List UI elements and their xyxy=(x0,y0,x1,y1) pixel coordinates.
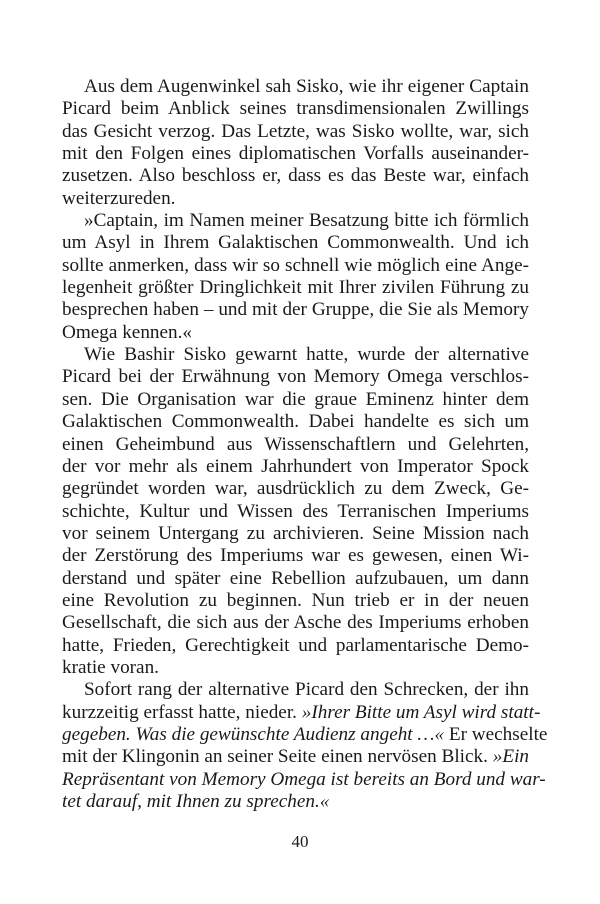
text-line xyxy=(62,277,529,299)
text-segment: um Asyl in Ihrem Galaktischen Commonwealth. Und ich xyxy=(62,232,529,254)
text-segment: Picard bei der Erwähnung von Memory Omega verschlos- xyxy=(62,366,529,388)
text-segment: das Gesicht verzog. Das Letzte, was Sisko wollte, war, sich xyxy=(62,120,529,142)
text-line xyxy=(62,501,529,523)
text-line xyxy=(62,612,529,634)
italic-speech: Repräsentant von Memory Omega ist bereits an Bord und war- xyxy=(62,768,546,790)
text-segment: der Zerstörung des Imperiums war es gewesen, einen Wi- xyxy=(62,545,529,567)
text-line xyxy=(62,76,529,98)
text-segment: vor seinem Untergang zu archivieren. Seine Mission nach xyxy=(62,522,529,544)
text-segment: einen Geheimbund aus Wissenschaftlern und Gelehrten, xyxy=(62,433,529,455)
text-line xyxy=(62,679,529,701)
page-number: 40 xyxy=(291,832,309,851)
text-segment: legenheit größter Dringlichkeit mit Ihrer zivilen Führung zu xyxy=(62,277,529,299)
text-line xyxy=(62,299,529,321)
text-segment: besprechen haben – und mit der Gruppe, die Sie als Memory xyxy=(62,299,529,321)
text-segment: zusetzen. Also beschloss er, dass es das Beste war, einfach xyxy=(62,165,529,187)
text-segment: derstand und später eine Rebellion aufzubauen, um dann xyxy=(62,567,529,589)
paragraph xyxy=(62,344,529,679)
text-line xyxy=(62,366,529,388)
text-segment: Wie Bashir Sisko gewarnt hatte, wurde der alternative xyxy=(84,344,529,366)
text-line xyxy=(62,523,529,545)
text-line xyxy=(62,188,529,210)
text-segment: gegründet worden war, ausdrücklich zu dem Zweck, Ge- xyxy=(62,478,529,500)
text-line xyxy=(62,701,541,724)
text-line xyxy=(62,478,529,500)
italic-speech: tet darauf, mit Ihnen zu sprechen.« xyxy=(62,791,330,812)
text-line xyxy=(62,210,529,232)
text-line xyxy=(62,255,529,277)
text-segment: Gesellschaft, die sich aus der Asche des Imperiums erhoben xyxy=(62,612,529,634)
text-segment: kurzzeitig erfasst hatte, nieder. xyxy=(62,701,302,723)
text-line xyxy=(62,121,529,143)
text-segment: hatte, Frieden, Gerechtigkeit und parlamentarische Demo- xyxy=(62,634,529,656)
text-segment: weiterzureden. xyxy=(62,187,176,209)
text-line xyxy=(62,389,529,411)
text-segment: eine Revolution zu beginnen. Nun trieb er in der neuen xyxy=(62,589,529,611)
text-segment: sollte anmerken, dass wir so schnell wie möglich eine Ange- xyxy=(62,254,529,276)
italic-speech: gegeben. Was die gewünschte Audienz angeht …« xyxy=(62,723,449,745)
text-segment: kratie voran. xyxy=(62,656,159,678)
text-segment: Picard beim Anblick seines transdimensionalen Zwillings xyxy=(62,98,529,120)
text-line xyxy=(62,456,529,478)
text-segment: Omega kennen.« xyxy=(62,321,193,343)
text-line xyxy=(62,568,529,590)
text-line xyxy=(62,322,529,344)
text-line xyxy=(62,590,529,612)
book-page-text xyxy=(62,76,548,813)
paragraph xyxy=(62,679,548,813)
text-line xyxy=(62,411,529,433)
text-line xyxy=(62,165,529,187)
text-line xyxy=(62,232,529,254)
italic-speech: »Ihrer Bitte um Asyl wird statt- xyxy=(301,701,541,723)
text-segment: sen. Die Organisation war die graue Eminenz hinter dem xyxy=(62,388,529,410)
text-segment: der vor mehr als einem Jahrhundert von Imperator Spock xyxy=(62,455,529,477)
text-line xyxy=(62,657,529,679)
text-line xyxy=(62,723,548,746)
text-line xyxy=(62,791,529,813)
text-segment: schichte, Kultur und Wissen des Terranischen Imperiums xyxy=(62,500,529,522)
text-segment: »Captain, im Namen meiner Besatzung bitte ich förmlich xyxy=(84,210,529,232)
text-line xyxy=(62,434,529,456)
paragraph xyxy=(62,210,529,344)
text-line xyxy=(62,344,529,366)
text-segment: Er wechselte xyxy=(448,723,548,745)
italic-speech: »Ein xyxy=(492,746,529,768)
text-segment: Galaktischen Commonwealth. Dabei handelte es sich um xyxy=(62,411,529,433)
text-line xyxy=(62,746,529,768)
text-line xyxy=(62,768,546,791)
paragraph xyxy=(62,76,529,210)
text-segment: mit der Klingonin an seiner Seite einen nervösen Blick. xyxy=(62,746,493,768)
text-segment: mit den Folgen eines diplomatischen Vorfalls auseinander- xyxy=(62,143,529,165)
text-line xyxy=(62,635,529,657)
text-line xyxy=(62,98,529,120)
text-line xyxy=(62,143,529,165)
text-segment: Aus dem Augenwinkel sah Sisko, wie ihr eigener Captain xyxy=(84,76,529,97)
text-line xyxy=(62,545,529,567)
text-segment: Sofort rang der alternative Picard den Schrecken, der ihn xyxy=(84,679,529,701)
